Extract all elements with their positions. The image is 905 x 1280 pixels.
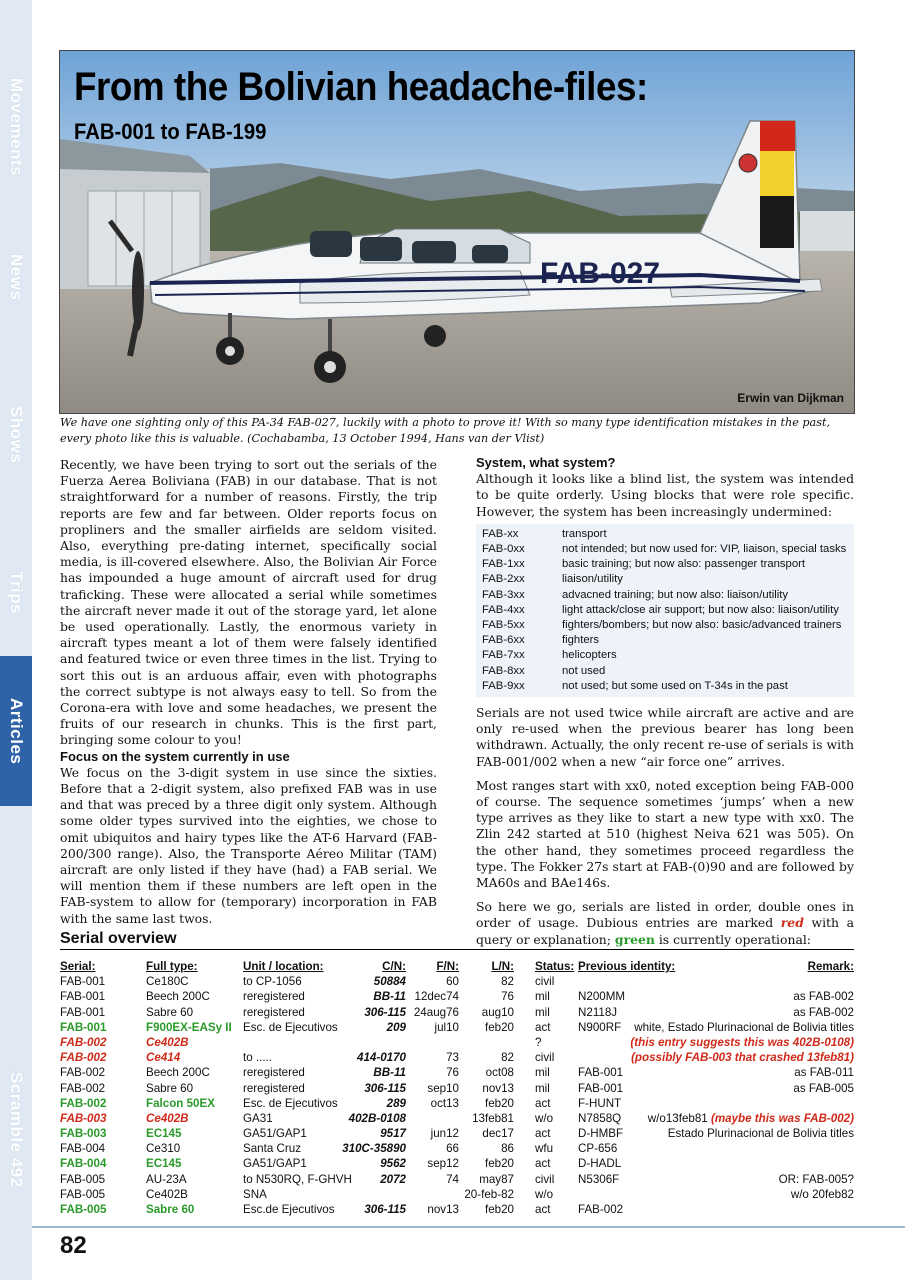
column-header: L/N: (491, 960, 514, 973)
block-row (482, 588, 848, 603)
legend-text: with a query or explanation; (476, 915, 854, 947)
cell-st: mil (535, 1066, 550, 1080)
ranges-paragraph: Most ranges start with xx0, noted exception being FAB-000 of course. The sequence sometimes ‘jumps’ when a new type arrives as they like to start a new type with xx0. The Zlin 242 started at 510 (highest Neiva 621 was 505). On the other hand, they sometimes proceed regardless the type. The Fokker 27s start at FAB-(0)90 and are followed by MA60s and BAe146s. (476, 777, 854, 891)
legend-green: green (614, 931, 655, 947)
cell-t: Ce310 (146, 1142, 181, 1156)
serial-table (60, 960, 854, 1218)
cell-ln: aug10 (481, 1005, 514, 1019)
block-row (482, 557, 848, 572)
page-title: From the Bolivian headache-files: (74, 65, 648, 109)
block-key: FAB-xx (482, 527, 519, 540)
legend-text: So here we go, serials are listed in order, double ones in order of usage. Dubious entries are marked (476, 899, 854, 931)
left-column (60, 457, 437, 935)
cell-s: FAB-005 (60, 1187, 106, 1201)
cell-s: FAB-005 (60, 1172, 106, 1186)
table-row (60, 975, 854, 990)
cell-u: Santa Cruz (243, 1142, 301, 1156)
table-row (60, 1066, 854, 1081)
table-row (60, 1051, 854, 1066)
cell-t: Beech 200C (146, 1066, 210, 1080)
cell-cn: 402B-0108 (348, 1111, 406, 1125)
cell-s: FAB-002 (60, 1096, 107, 1110)
cell-cn: BB-11 (373, 1066, 406, 1080)
reuse-paragraph: Serials are not used twice while aircraft are active and are only re-used when the previous bearer has long been withdrawn. Actually, the only recent re-use of serials is with FAB-001/002 when a new “air force one” arrives. (476, 705, 854, 769)
cell-pi: CP-656 (578, 1142, 618, 1156)
block-row (482, 679, 848, 694)
cell-st: mil (535, 990, 550, 1004)
column-header: C/N: (382, 960, 406, 973)
cell-cn: 306-115 (364, 1005, 406, 1019)
legend-text: is currently operational: (654, 931, 811, 947)
cell-rm: as FAB-002 (793, 1005, 854, 1019)
column-header: Unit / location: (243, 960, 324, 973)
cell-cn: 9517 (380, 1127, 406, 1141)
cell-t: F900EX-EASy II (146, 1020, 232, 1034)
cell-cn: 306-115 (364, 1203, 406, 1216)
table-row (60, 990, 854, 1005)
remark-text: w/o13feb81 (647, 1111, 708, 1125)
cell-st: wfu (535, 1142, 554, 1156)
cell-st: act (535, 1157, 551, 1171)
section-sidebar (0, 0, 32, 1280)
cell-st: civil (535, 1051, 555, 1065)
tab-label: Scramble 492 (7, 1072, 26, 1188)
cell-ln: dec17 (482, 1127, 514, 1141)
table-row (60, 1082, 854, 1097)
cell-ln: 13feb81 (472, 1111, 514, 1125)
cell-u: reregistered (243, 1005, 305, 1019)
legend-red: red (780, 915, 804, 931)
cell-cn: 9562 (380, 1157, 406, 1171)
table-row (60, 1036, 854, 1051)
table-row (60, 1112, 854, 1127)
column-header: Serial: (60, 960, 96, 973)
cell-s: FAB-001 (60, 975, 106, 989)
cell-st: w/o (535, 1187, 554, 1201)
cell-pi: FAB-001 (578, 1066, 624, 1080)
cell-rm: (this entry suggests this was 402B-0108) (630, 1035, 854, 1049)
cell-pi: D-HADL (578, 1157, 622, 1171)
cell-u: to CP-1056 (243, 975, 302, 989)
block-key: FAB-6xx (482, 634, 525, 647)
cell-t: Ce414 (146, 1051, 181, 1065)
cell-ln: feb20 (484, 1157, 514, 1171)
cell-u: to ..... (243, 1051, 272, 1065)
block-key: FAB-2xx (482, 573, 525, 586)
cell-fn: 73 (446, 1051, 459, 1065)
cell-u: reregistered (243, 1081, 305, 1095)
serial-overview-heading: Serial overview (60, 930, 854, 950)
cell-fn: 74 (446, 1172, 459, 1186)
table-row (60, 1157, 854, 1172)
cell-st: act (535, 1020, 551, 1034)
tab-label: Shows (7, 406, 26, 464)
table-row (60, 1097, 854, 1112)
system-intro: Although it looks like a blind list, the system was intended to be quite orderly. Using blocks that were role specific. However, the system has been increasingly undermined: (476, 471, 854, 519)
cell-pi: N200MM (578, 990, 626, 1004)
block-role: liaison/utility (562, 573, 623, 586)
right-column (476, 455, 854, 956)
cell-ln: 82 (501, 1051, 514, 1065)
cell-cn: BB-11 (373, 990, 406, 1004)
cell-rm: (possibly FAB-003 that crashed 13feb81) (631, 1051, 854, 1065)
cell-t: EC145 (146, 1157, 182, 1171)
cell-s: FAB-002 (60, 1035, 107, 1049)
cell-t: Sabre 60 (146, 1005, 194, 1019)
table-row (60, 1173, 854, 1188)
block-key: FAB-5xx (482, 619, 525, 632)
cell-pi: N7858Q (578, 1111, 622, 1125)
cell-ln: feb20 (484, 1096, 514, 1110)
cell-pi: FAB-002 (578, 1203, 624, 1216)
column-header: F/N: (436, 960, 459, 973)
cell-s: FAB-001 (60, 1020, 107, 1034)
cell-cn: 414-0170 (357, 1051, 406, 1065)
cell-ln: feb20 (484, 1203, 514, 1216)
cell-st: w/o (535, 1111, 554, 1125)
block-key: FAB-1xx (482, 558, 525, 571)
cell-pi: FAB-001 (578, 1081, 624, 1095)
table-row (60, 1021, 854, 1036)
focus-paragraph: We focus on the 3-digit system in use since the sixties. Before that a 2-digit system, also prefixed FAB was in use and that was preced by a three digit only system. Although some older types survived into the eighties, we chose to omit ubiquitos and hairy types like the AT-6 Harvard (FAB-200/300 range). Also, the Transporte Aéreo Militar (TAM) aircraft are only listed if they have (had) a FAB serial. We will mention them if these numbers are left open in the FAB-system to allow for (temporary) incorporation in FAB with the same last twos. (60, 764, 437, 926)
column-header: Remark: (807, 960, 854, 973)
cell-t: Sabre 60 (146, 1081, 194, 1095)
system-heading: System, what system? (476, 455, 616, 470)
block-row (482, 648, 848, 663)
cell-t: Ce402B (146, 1187, 188, 1201)
table-row (60, 1127, 854, 1142)
tab-articles[interactable] (0, 656, 32, 806)
cell-fn: sep12 (427, 1157, 459, 1171)
header-photo (59, 50, 855, 414)
cell-s: FAB-005 (60, 1203, 107, 1216)
photo-credit: Erwin van Dijkman (737, 391, 844, 405)
tab-label: News (7, 253, 26, 301)
cell-s: FAB-002 (60, 1051, 107, 1065)
cell-pi: D-HMBF (578, 1127, 624, 1141)
block-key: FAB-4xx (482, 603, 525, 616)
cell-ln: may87 (479, 1172, 514, 1186)
tab-shows[interactable] (0, 390, 32, 480)
table-header (60, 960, 854, 975)
cell-pi: N5306F (578, 1172, 620, 1186)
cell-cn: 50884 (373, 975, 406, 989)
cell-pi: N900RF (578, 1020, 622, 1034)
cell-fn: oct13 (430, 1096, 459, 1110)
block-role: fighters/bombers; but now also: basic/advanced trainers (562, 619, 842, 632)
cell-cn: 289 (386, 1096, 406, 1110)
cell-rm: as FAB-002 (793, 990, 854, 1004)
cell-t: Beech 200C (146, 990, 210, 1004)
cell-cn: 306-115 (364, 1081, 406, 1095)
block-row (482, 603, 848, 618)
cell-cn: 2072 (380, 1172, 406, 1186)
block-role: transport (562, 527, 607, 540)
tab-news[interactable] (0, 232, 32, 322)
tab-label: Trips (7, 571, 26, 615)
cell-u: Esc. de Ejecutivos (243, 1020, 338, 1034)
cell-ln: feb20 (484, 1020, 514, 1034)
block-row (482, 618, 848, 633)
cell-u: reregistered (243, 1066, 305, 1080)
cell-fn: 12dec74 (414, 990, 459, 1004)
block-role: fighters (562, 634, 600, 647)
block-key: FAB-8xx (482, 664, 525, 677)
cell-rm: as FAB-011 (794, 1066, 854, 1080)
tab-trips[interactable] (0, 548, 32, 638)
tab-movements[interactable] (0, 62, 32, 192)
cell-t: Ce402B (146, 1111, 189, 1125)
block-row (482, 527, 848, 542)
cell-ln: 82 (501, 975, 514, 989)
cell-s: FAB-004 (60, 1142, 106, 1156)
cell-st: act (535, 1096, 551, 1110)
cell-fn: 66 (446, 1142, 459, 1156)
table-row (60, 1188, 854, 1203)
block-key: FAB-0xx (482, 543, 525, 556)
cell-fn: jul10 (434, 1020, 459, 1034)
cell-fn: jun12 (430, 1127, 459, 1141)
focus-heading: Focus on the system currently in use (60, 748, 290, 764)
cell-cn: 209 (386, 1020, 406, 1034)
block-role: advacned training; but now also: liaison/utility (562, 588, 789, 601)
block-role: helicopters (562, 649, 617, 662)
cell-ln: 20-feb-82 (464, 1187, 514, 1201)
cell-ln: nov13 (482, 1081, 514, 1095)
tab-scramble[interactable] (0, 1060, 32, 1200)
cell-s: FAB-004 (60, 1157, 107, 1171)
cell-ln: 86 (501, 1142, 514, 1156)
block-role: not used; but some used on T-34s in the past (562, 679, 788, 692)
cell-st: act (535, 1127, 551, 1141)
cell-rm: white, Estado Plurinacional de Bolivia titles (634, 1020, 854, 1034)
cell-s: FAB-002 (60, 1066, 106, 1080)
cell-t: AU-23A (146, 1172, 187, 1186)
page-number: 82 (60, 1232, 87, 1259)
intro-paragraph: Recently, we have been trying to sort out the serials of the Fuerza Aerea Boliviana (FAB) in our database. That is not straightforward for a number of reasons. Firstly, the trip reports are few and far between. Older reports focus on propliners and the smaller airfields are seldom visited. Also, everything pre-dating internet, specifically social media, is ill-covered elsewhere. Also, the Bolivian Air Force has impounded a huge amount of aircraft used for drug traficking. These were allocated a serial while sometimes the aircraft never made it out of the storage yard, let alone be used operationally. Lastly, the enormous variety in aircraft types meant a lot of them were falsely identified and featured twice or even three times in the list. Trying to sort this out is an arduous affair, even with photographs the correct subtype is not always easy to tell. So from the Corona-era with love and some headaches, we present the fruits of our research in chunks. This is the first part, bringing some colour to you! (60, 457, 437, 748)
block-row (482, 664, 848, 679)
cell-fn: 76 (446, 1066, 459, 1080)
photo-caption: We have one sighting only of this PA-34 FAB-027, luckily with a photo to prove it! With so many type identification mistakes in the past, every photo like this is valuable. (Cochabamba, 13 October 1994, Hans van der Vlist) (60, 416, 831, 445)
block-row (482, 633, 848, 648)
column-header: Status: (535, 960, 575, 973)
block-role: not intended; but now used for: VIP, liaison, special tasks (562, 543, 847, 556)
block-key: FAB-9xx (482, 679, 525, 692)
cell-u: Esc. de Ejecutivos (243, 1096, 338, 1110)
column-header: Full type: (146, 960, 198, 973)
cell-u: reregistered (243, 990, 305, 1004)
cell-rm (648, 1112, 854, 1125)
cell-rm: w/o 20feb82 (790, 1187, 854, 1201)
cell-st: civil (535, 975, 555, 989)
cell-u: GA51/GAP1 (243, 1157, 307, 1171)
cell-s: FAB-001 (60, 990, 106, 1004)
cell-u: GA31 (243, 1111, 273, 1125)
cell-t: Sabre 60 (146, 1203, 195, 1216)
page-subtitle: FAB-001 to FAB-199 (74, 119, 267, 144)
cell-st: civil (535, 1172, 555, 1186)
cell-rm: as FAB-005 (793, 1081, 854, 1095)
cell-rm: Estado Plurinacional de Bolivia titles (667, 1127, 854, 1141)
block-row (482, 572, 848, 587)
cell-t: Ce180C (146, 975, 189, 989)
aircraft-registration: FAB-027 (540, 257, 661, 290)
cell-rm: OR: FAB-005? (778, 1172, 854, 1186)
cell-s: FAB-002 (60, 1081, 106, 1095)
remark-note: (maybe this was FAB-002) (707, 1111, 854, 1125)
cell-fn: sep10 (427, 1081, 459, 1095)
block-row (482, 542, 848, 557)
table-row (60, 1203, 854, 1218)
cell-st: mil (535, 1081, 550, 1095)
cell-pi: N2118J (578, 1005, 618, 1019)
serial-block-table (476, 524, 854, 697)
footer-rule (32, 1226, 905, 1228)
cell-s: FAB-001 (60, 1005, 106, 1019)
cell-s: FAB-003 (60, 1111, 107, 1125)
cell-fn: 60 (446, 975, 459, 989)
cell-t: Falcon 50EX (146, 1096, 215, 1110)
cell-st: act (535, 1203, 551, 1216)
tab-label: Movements (7, 77, 26, 177)
cell-t: EC145 (146, 1127, 182, 1141)
cell-st: mil (535, 1005, 550, 1019)
cell-cn: 310C-35890 (342, 1142, 406, 1156)
cell-ln: oct08 (485, 1066, 514, 1080)
cell-st: ? (535, 1035, 542, 1049)
cell-u: GA51/GAP1 (243, 1127, 307, 1141)
cell-u: SNA (243, 1187, 267, 1201)
cell-u: Esc.de Ejecutivos (243, 1203, 335, 1216)
cell-s: FAB-003 (60, 1127, 107, 1141)
cell-u: to N530RQ, F-GHVH (243, 1172, 352, 1186)
tab-label: Articles (7, 697, 26, 765)
cell-fn: nov13 (427, 1203, 459, 1216)
table-row (60, 1142, 854, 1157)
cell-t: Ce402B (146, 1035, 189, 1049)
block-key: FAB-3xx (482, 588, 525, 601)
block-role: light attack/close air support; but now also: liaison/utility (562, 603, 839, 616)
cell-fn: 24aug76 (413, 1005, 459, 1019)
cell-pi: F-HUNT (578, 1096, 622, 1110)
cell-ln: 76 (501, 990, 514, 1004)
block-key: FAB-7xx (482, 649, 525, 662)
column-header: Previous identity: (578, 960, 676, 973)
block-role: basic training; but now also: passenger transport (562, 558, 806, 571)
block-role: not used (562, 664, 606, 677)
table-row (60, 1006, 854, 1021)
